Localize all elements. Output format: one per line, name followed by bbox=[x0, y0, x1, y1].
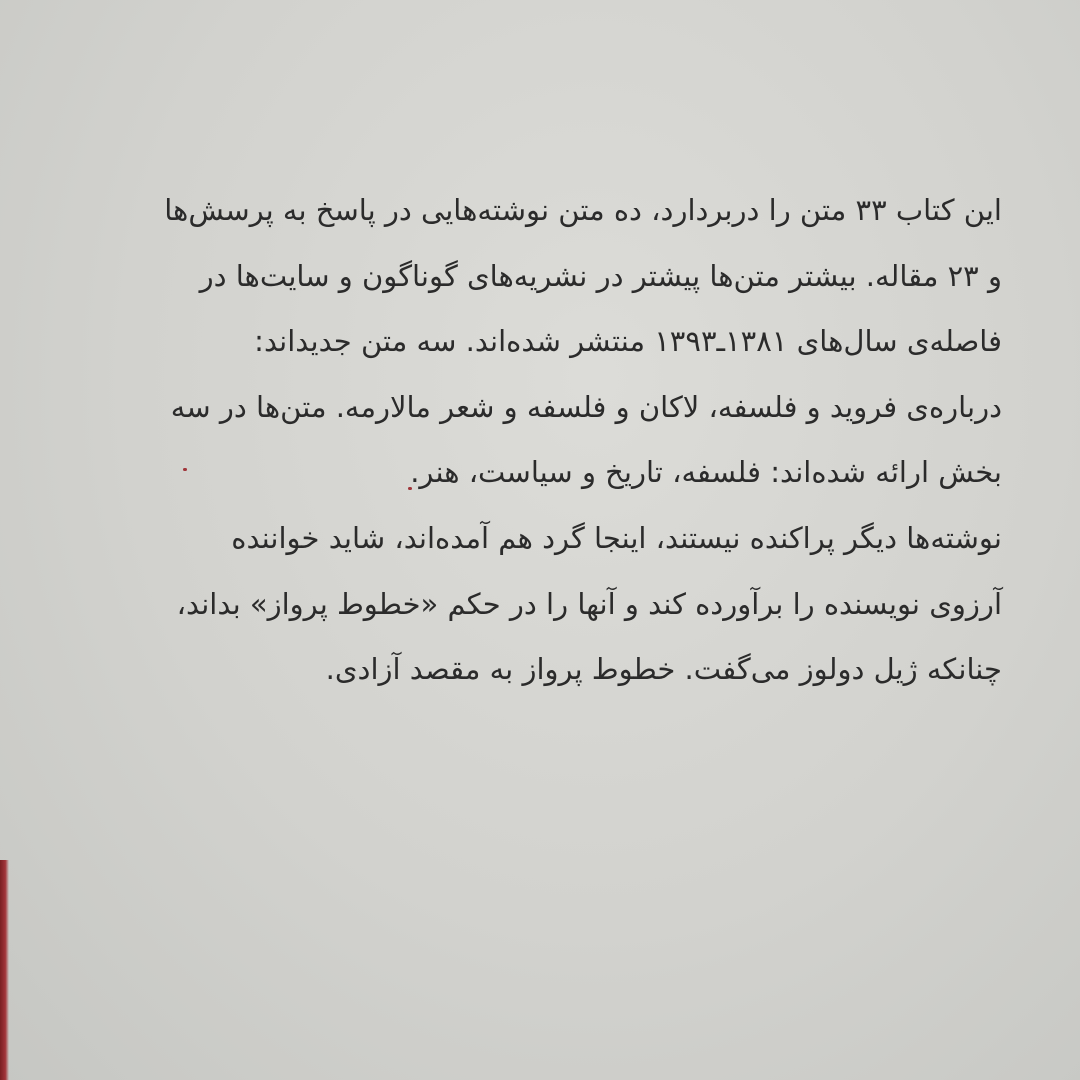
text-line: درباره‌ی فروید و فلسفه، لاکان و فلسفه و شعر مالارمه. متن‌ها در سه bbox=[170, 389, 1002, 424]
paragraph-2 bbox=[177, 506, 1002, 703]
text-line: آرزوی نویسنده را برآورده کند و آنها را در حکم «خطوط پرواز» بداند، bbox=[176, 586, 1002, 621]
text-line: بخش ارائه شده‌اند: فلسفه، تاریخ و سیاست، هنر. bbox=[410, 455, 1002, 489]
text-line: چنانکه ژیل دولوز می‌گفت. خطوط پرواز به مقصد آزادی. bbox=[325, 652, 1002, 686]
text-line: و ۲۳ مقاله. بیشتر متن‌ها پیشتر در نشریه‌های گوناگون و سایت‌ها در bbox=[199, 258, 1002, 293]
text-line: این کتاب ۳۳ متن را دربردارد، ده متن نوشته‌هایی در پاسخ به پرسش‌ها bbox=[164, 193, 1002, 227]
cover-edge bbox=[0, 860, 9, 1080]
text-line: فاصله‌ی سال‌های ۱۳۸۱ـ۱۳۹۳ منتشر شده‌اند. سه متن جدیداند: bbox=[254, 324, 1002, 358]
paragraph-1 bbox=[164, 178, 1002, 506]
text-line: نوشته‌ها دیگر پراکنده نیستند، اینجا گرد هم آمده‌اند، شاید خواننده bbox=[231, 521, 1002, 555]
